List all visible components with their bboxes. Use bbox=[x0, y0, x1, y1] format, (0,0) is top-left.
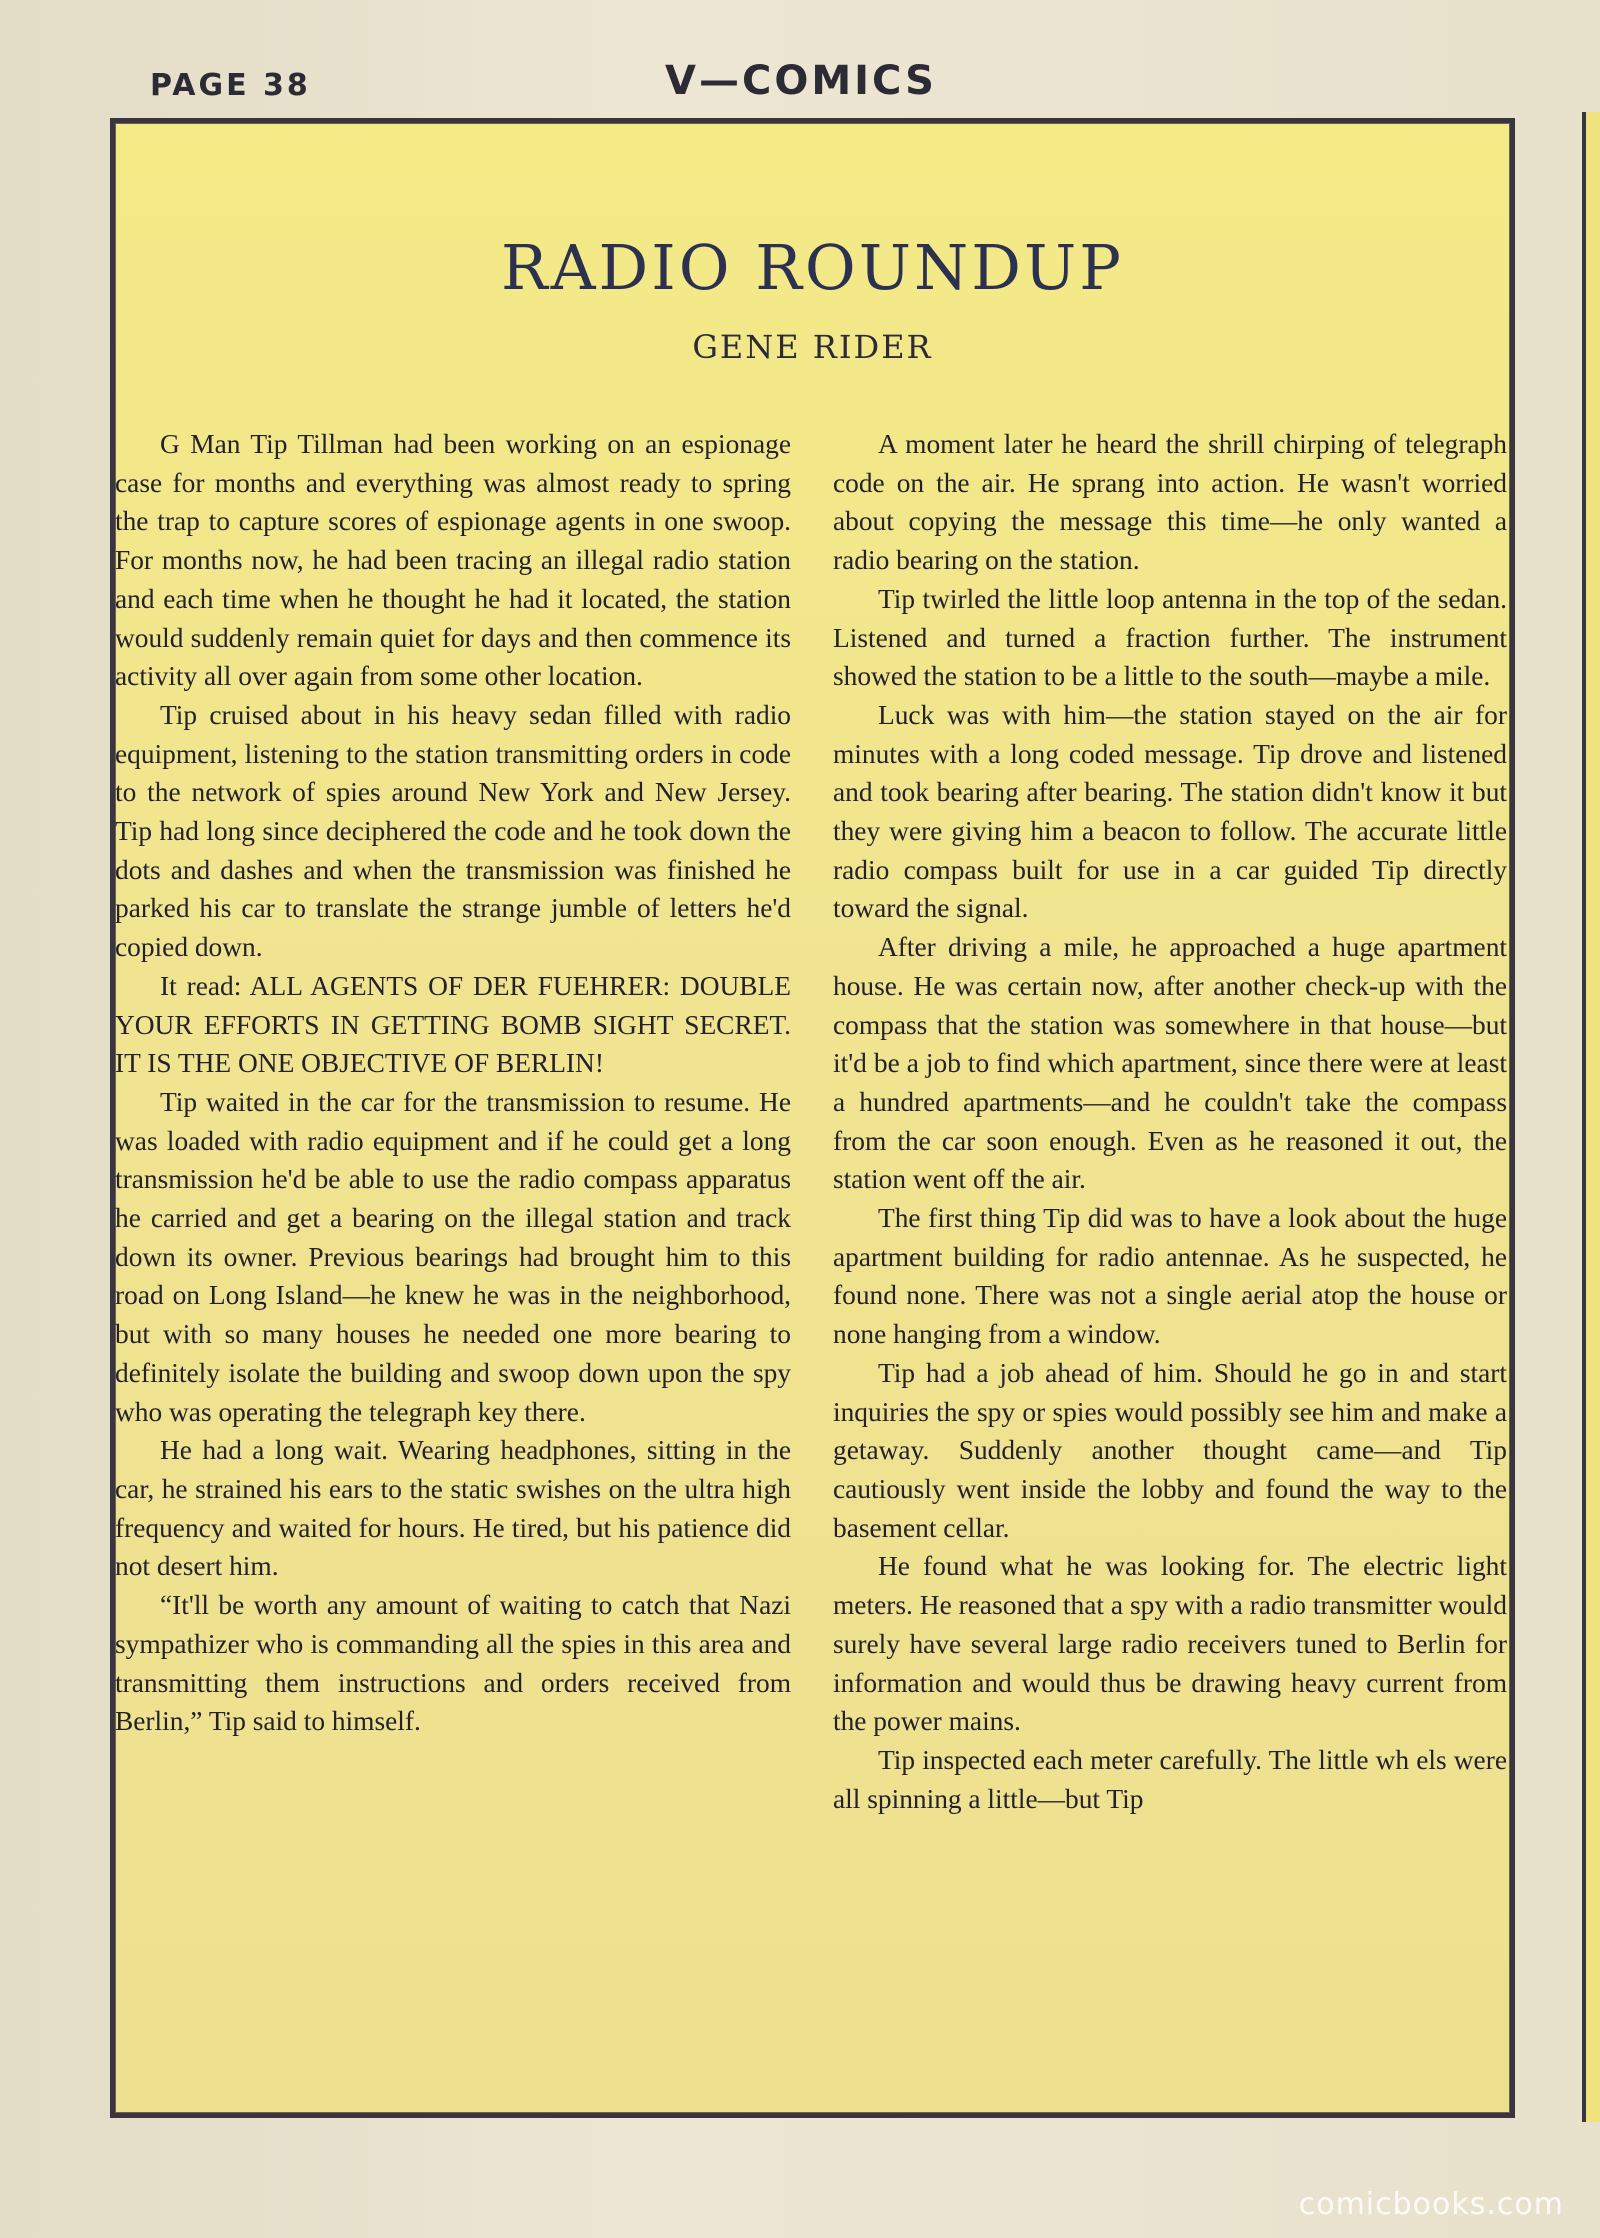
paragraph: He had a long wait. Wearing headphones, sitting in the car, he strained his ears to the static swishes on the ultra high frequency and waited for hours. He tired, but his patience did not desert him. bbox=[115, 1435, 791, 1582]
paragraph: Tip cruised about in his heavy sedan filled with radio equipment, listening to the station transmitting orders in code to the network of spies around New York and New Jersey. Tip had long since deciphered the code and he took down the dots and dashes and when the transmission was finished he parked his car to translate the strange jumble of letters he'd copied down. bbox=[115, 699, 791, 963]
paragraph: Tip inspected each meter carefully. The little wh els were all spinning a little—but Tip bbox=[833, 1744, 1507, 1814]
paragraph: Tip twirled the little loop antenna in the top of the sedan. Listened and turned a fraction further. The instrument showed the station to be a little to the south—maybe a mile. bbox=[833, 583, 1507, 692]
paragraph: G Man Tip Tillman had been working on an espionage case for months and everything was almost ready to spring the trap to capture scores of espionage agents in one swoop. For months now, he had been tracing an illegal radio station and each time when he thought he had it located, the station would suddenly remain quiet for days and then commence its activity all over again from some other location. bbox=[115, 429, 791, 692]
article-title: RADIO ROUNDUP bbox=[501, 231, 1124, 304]
page-number: PAGE 38 bbox=[150, 68, 311, 103]
adjacent-page-edge bbox=[1582, 112, 1600, 2122]
paragraph: A moment later he heard the shrill chirping of telegraph code on the air. He sprang into action. He wasn't worried about copying the message this time—he only wanted a radio bearing on the station. bbox=[833, 429, 1507, 576]
paragraph: Tip had a job ahead of him. Should he go in and start inquiries the spy or spies would possibly see him and make a getaway. Suddenly another thought came—and Tip cautiously went inside the lobby and found the way to the basement cellar. bbox=[833, 1357, 1507, 1543]
paragraph: After driving a mile, he approached a huge apartment house. He was certain now, after another check-up with the compass that the station was somewhere in that house—but it'd be a job to find which apartment, since there were at least a hundred apartments—and he couldn't take the compass from the car soon enough. Even as he reasoned it out, the station went off the air. bbox=[833, 932, 1507, 1195]
article-column-left bbox=[115, 425, 791, 1741]
paragraph: He found what he was looking for. The electric light meters. He reasoned that a spy with a radio transmitter would surely have several large radio receivers tuned to Berlin for information and would thus be drawing heavy current from the power mains. bbox=[833, 1551, 1507, 1737]
paragraph: The first thing Tip did was to have a look about the huge apartment building for radio antennae. As he suspected, he found none. There was not a single aerial atop the house or none hanging from a window. bbox=[833, 1203, 1507, 1350]
publication-title: V—COMICS bbox=[665, 58, 937, 104]
paragraph: It read: ALL AGENTS OF DER FUEHRER: DOUBLE YOUR EFFORTS IN GETTING BOMB SIGHT SECRET. IT IS THE ONE OBJECTIVE OF BERLIN! bbox=[115, 970, 791, 1079]
article-panel bbox=[110, 118, 1515, 2118]
paragraph: Tip waited in the car for the transmission to resume. He was loaded with radio equipment and if he could get a long transmission he'd be able to use the radio compass apparatus he carried and get a bearing on the illegal station and track down its owner. Previous bearings had brought him to this road on Long Island—he knew he was in the neighborhood, but with so many houses he needed one more bearing to definitely isolate the building and swoop down upon the spy who was operating the telegraph key there. bbox=[115, 1086, 791, 1427]
site-watermark: comicbooks.com bbox=[1298, 2187, 1564, 2222]
article-author: GENE RIDER bbox=[692, 328, 933, 366]
page-header bbox=[150, 58, 1530, 108]
article-column-right bbox=[833, 425, 1507, 1818]
paragraph: Luck was with him—the station stayed on the air for minutes with a long coded message. Tip drove and listened and took bearing after bearing. The station didn't know it but they were giving him a beacon to follow. The accurate little radio compass built for use in a car guided Tip directly toward the signal. bbox=[833, 699, 1507, 924]
paragraph: “It'll be worth any amount of waiting to catch that Nazi sympathizer who is commanding all the spies in this area and transmitting them instructions and orders received from Berlin,” Tip said to himself. bbox=[115, 1590, 791, 1737]
